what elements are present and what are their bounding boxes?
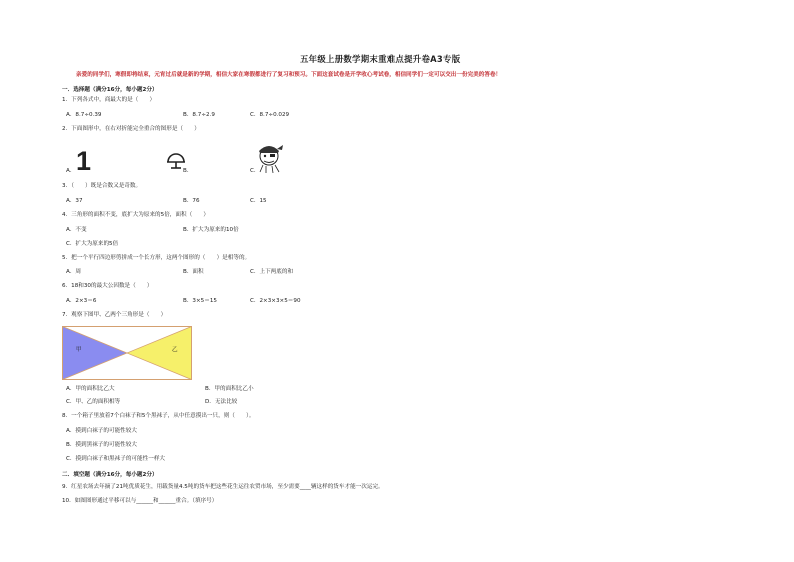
q3-option-b: B．76 (183, 198, 200, 204)
q7-option-a: A．甲的面积比乙大 (66, 386, 115, 392)
question-6-stem: 6．18和30的最大公因数是（ ） (62, 283, 153, 289)
q4-option-b: B．扩大为原来的10倍 (183, 227, 239, 233)
q8-option-c: C．摸到白袜子和黑袜子的可能性一样大 (66, 456, 166, 462)
digit-one-figure: 1 (76, 146, 92, 176)
question-10: 10．如图图形通过平移可以与______和______重合。（填序号） (62, 498, 218, 504)
q3-option-c: C．15 (250, 198, 267, 204)
label-yi: 乙 (172, 347, 178, 353)
triangle-yi (127, 327, 192, 380)
q7-option-d: D．无法比较 (205, 399, 238, 405)
question-2-stem: 2．下面图形中，在右对折能完全重合的图形是（ ） (62, 126, 200, 132)
page-title: 五年级上册数学期末重难点提升卷A3专版 (300, 54, 461, 64)
q2-option-b: B． (183, 168, 193, 174)
question-7-stem: 7．观察下图甲、乙两个三角形是（ ） (62, 312, 167, 318)
q4-option-c: C．扩大为原来的5倍 (66, 241, 119, 247)
q2-option-a: A． (66, 168, 76, 174)
q5-option-b: B．面积 (183, 269, 204, 275)
q8-option-b: B．摸到黑袜子的可能性较大 (66, 442, 137, 448)
q5-option-c: C．上下两底的和 (250, 269, 294, 275)
question-4-stem: 4．三角形的面积不变，底扩大为原来的5倍，面积（ ） (62, 212, 209, 218)
triangle-jia (63, 327, 128, 380)
question-8-stem: 8．一个箱子里放着7个白袜子和5个黑袜子，从中任意摸出一只，则（ ）。 (62, 413, 255, 419)
q7-option-b: B．甲的面积比乙小 (205, 386, 254, 392)
label-jia: 甲 (76, 347, 82, 353)
section-heading-choice: 一．选择题（满分16分，每小题2分） (62, 87, 158, 93)
q1-option-c: C．8.7÷0.029 (250, 112, 290, 118)
q3-option-a: A．37 (66, 198, 83, 204)
q2-option-c: C． (250, 168, 260, 174)
q8-option-a: A．摸到白袜子的可能性较大 (66, 428, 137, 434)
question-9: 9．红星农场去年摘了21吨优质花生，用载货量4.5吨的货车把这些花生运往农贸市场，至少需要____辆这样的货车才能一次运完。 (62, 484, 384, 490)
question-3-stem: 3．（ ）既是合数又是奇数。 (62, 183, 142, 189)
q1-option-a: A．8.7÷0.39 (66, 112, 102, 118)
q1-option-b: B．8.7÷2.9 (183, 112, 215, 118)
q4-option-a: A．不变 (66, 227, 87, 233)
section-heading-fill: 二．填空题（满分16分，每小题2分） (62, 472, 158, 478)
stamp-symbol-figure (165, 150, 187, 170)
question-1-stem: 1．下列各式中，商最大的是（ ） (62, 97, 156, 103)
intro-banner: 亲爱的同学们，寒假即将结束，元宵过后就是新的学期，相信大家在寒假都进行了复习和预习。下面这套试卷是开学收心考试卷，相信同学们一定可以交出一份完美的答卷！ (76, 72, 502, 78)
question-5-stem: 5．把一个平行四边形剪拼成一个长方形，这两个图形的（ ）是相等的。 (62, 255, 251, 261)
q6-option-a: A．2×3＝6 (66, 298, 97, 304)
q5-option-a: A．周 (66, 269, 82, 275)
q7-option-c: C．甲、乙的面积相等 (66, 399, 121, 405)
q6-option-c: C．2×3×3×5＝90 (250, 298, 301, 304)
q6-option-b: B．3×5＝15 (183, 298, 217, 304)
